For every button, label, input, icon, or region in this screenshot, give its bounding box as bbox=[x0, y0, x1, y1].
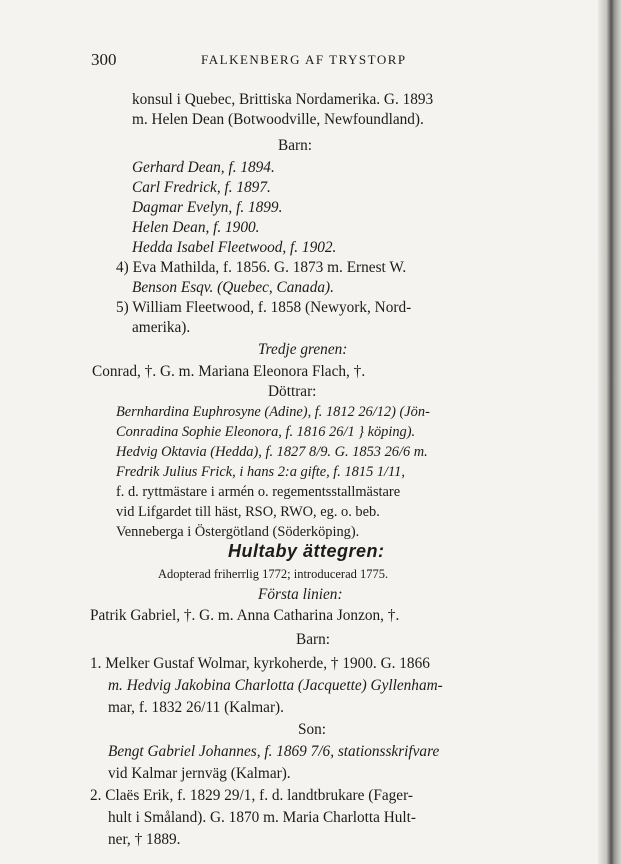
text-line: 4) Eva Mathilda, f. 1856. G. 1873 m. Ernest W. bbox=[116, 259, 407, 276]
section-label: Son: bbox=[298, 721, 327, 738]
text-line: hult i Småland). G. 1870 m. Maria Charlotta Hult- bbox=[108, 809, 417, 826]
text-line: Bengt Gabriel Johannes, f. 1869 7/6, stationsskrifvare bbox=[108, 743, 440, 760]
text-line: m. Hedvig Jakobina Charlotta (Jacquette) Gyllenham- bbox=[108, 677, 443, 694]
section-label: Barn: bbox=[296, 631, 330, 648]
text-line: Fredrik Julius Frick, i hans 2:a gifte, f. 1815 1/11, bbox=[116, 464, 405, 480]
text-line: amerika). bbox=[132, 319, 191, 336]
text-line: mar, f. 1832 26/11 (Kalmar). bbox=[108, 699, 284, 716]
text-line: Gerhard Dean, f. 1894. bbox=[132, 159, 275, 176]
text-line: f. d. ryttmästare i armén o. regementsstallmästare bbox=[116, 484, 401, 500]
text-line: m. Helen Dean (Botwoodville, Newfoundland). bbox=[132, 111, 424, 128]
text-line: ner, † 1889. bbox=[108, 831, 181, 848]
text-line: konsul i Quebec, Brittiska Nordamerika. G. 1893 bbox=[132, 91, 434, 108]
text-line: Hedda Isabel Fleetwood, f. 1902. bbox=[132, 239, 337, 256]
section-label: Första linien: bbox=[258, 586, 343, 603]
section-heading: Hultaby ättegren: bbox=[228, 541, 385, 561]
text-line: Patrik Gabriel, †. G. m. Anna Catharina Jonzon, †. bbox=[90, 607, 400, 624]
text-line: 2. Claës Erik, f. 1829 29/1, f. d. landtbrukare (Fager- bbox=[90, 787, 413, 804]
running-title: FALKENBERG AF TRYSTORP bbox=[201, 52, 407, 67]
text-line: Conrad, †. G. m. Mariana Eleonora Flach, †. bbox=[92, 363, 366, 380]
page-number: 300 bbox=[91, 50, 117, 69]
text-line: 1. Melker Gustaf Wolmar, kyrkoherde, † 1900. G. 1866 bbox=[90, 655, 430, 672]
text-line: Conradina Sophie Eleonora, f. 1816 26/1 } köping). bbox=[116, 424, 416, 440]
text-line: Dagmar Evelyn, f. 1899. bbox=[132, 199, 283, 216]
text-line: vid Kalmar jernväg (Kalmar). bbox=[108, 765, 291, 782]
text-line: Helen Dean, f. 1900. bbox=[132, 219, 260, 236]
section-label: Tredje grenen: bbox=[258, 341, 348, 358]
text-line: Bernhardina Euphrosyne (Adine), f. 1812 26/12) (Jön- bbox=[116, 404, 430, 420]
text-line: Adopterad friherrlig 1772; introducerad 1775. bbox=[158, 567, 389, 581]
book-page: 300 FALKENBERG AF TRYSTORP konsul i Quebec, Brittiska Nordamerika. G. 1893 m. Helen Dean (Botwoodville, Newfoundland). Barn: Gerhard Dean, f. 1894. Carl Fredrick, f. 1897. Dagmar Evelyn, f. 1899. Helen Dean, f. 1900. Hedda Isabel Fleetwood, f. 1902. 4) Eva Mathilda, f. 1856. G. 1873 m. Ernest W. Benson Esqv. (Quebec, Canada). 5) William Fleetwood, f. 1858 (Newyork, Nord- amerika). Tredje grenen: Conrad, †. G. m. Mariana Eleonora Flach, †. Döttrar: Bernhardina Euphrosyne (Adine), f. 1812 26/12) (Jön- Conradina Sophie Eleonora, f. 1816 26/1 } köping). Hedvig Oktavia (Hedda), f. 1827 8/9. G. 1853 26/6 m. Fredrik Julius Frick, i hans 2:a gifte, f. 1815 1/11, f. d. ryttmästare i armén o. regementsstallmästare vid Lifgardet till häst, RSO, RWO, eg. o. beb. Venneberga i Östergötland (Söderköping). Hultaby ättegren: Adopterad friherrlig 1772; introducerad 1775. Första linien: Patrik Gabriel, †. G. m. Anna Catharina Jonzon, †. Barn: 1. Melker Gustaf Wolmar, kyrkoherde, † 1900. G. 1866 m. Hedvig Jakobina Charlotta (Jacquette) Gyllenham- mar, f. 1832 26/11 (Kalmar). Son: Bengt Gabriel Johannes, f. 1869 7/6, stationsskrifvare vid Kalmar jernväg (Kalmar). 2. Claës Erik, f. 1829 29/1, f. d. landtbrukare (Fager- hult i Småland). G. 1870 m. Maria Charlotta Hult- ner, † 1889. bbox=[0, 0, 622, 864]
section-label: Döttrar: bbox=[268, 383, 317, 400]
text-line: 5) William Fleetwood, f. 1858 (Newyork, Nord- bbox=[116, 299, 412, 316]
text-line: vid Lifgardet till häst, RSO, RWO, eg. o. beb. bbox=[116, 504, 380, 520]
text-line: Benson Esqv. (Quebec, Canada). bbox=[132, 279, 334, 296]
text-line: Hedvig Oktavia (Hedda), f. 1827 8/9. G. 1853 26/6 m. bbox=[116, 444, 428, 460]
text-line: Venneberga i Östergötland (Söderköping). bbox=[116, 524, 360, 540]
text-line: Carl Fredrick, f. 1897. bbox=[132, 179, 271, 196]
page-edge-shadow bbox=[598, 0, 622, 864]
